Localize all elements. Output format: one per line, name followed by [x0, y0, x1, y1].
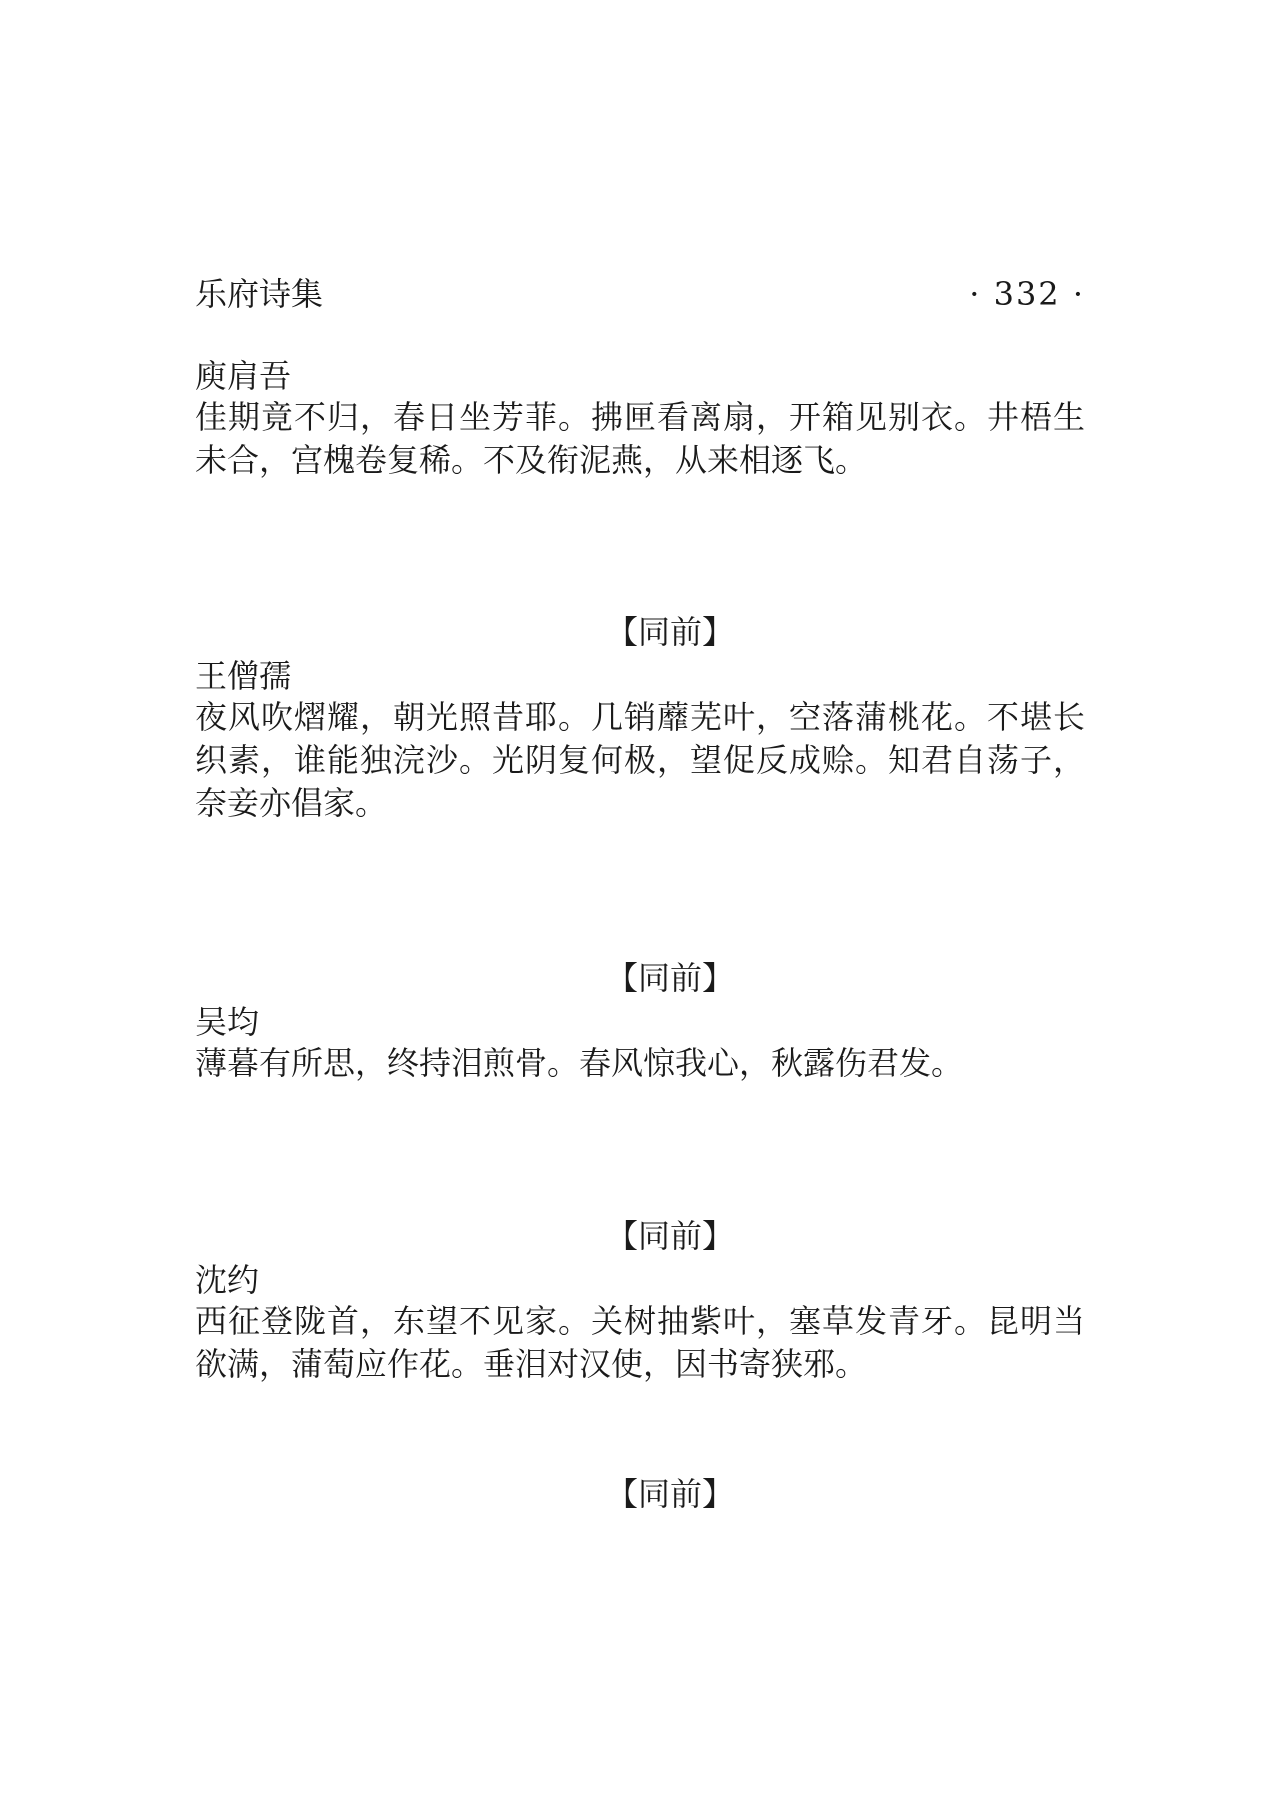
poem-author: 王僧孺 [195, 657, 292, 695]
poem-section [195, 1214, 1085, 1386]
running-header [195, 272, 1085, 316]
poem-section [195, 354, 1085, 482]
poem-text: 夜风吹熠耀，朝光照昔耶。几销蘼芜叶，空落蒲桃花。不堪长织素，谁能独浣沙。光阴复何极，望促反成赊。知君自荡子，奈妾亦倡家。 [195, 698, 1085, 822]
poem-section [195, 956, 1085, 1085]
poem-text: 薄暮有所思，终持泪煎骨。春风惊我心，秋露伤君发。 [195, 1044, 964, 1082]
poem-section [195, 1472, 1085, 1516]
section-heading: 【同前】 [605, 1475, 734, 1513]
poem-author: 沈约 [195, 1261, 260, 1299]
book-title: 乐府诗集 [195, 275, 324, 313]
poem-author: 吴均 [195, 1003, 260, 1041]
section-heading: 【同前】 [605, 959, 734, 997]
poem-author: 庾肩吾 [195, 357, 292, 395]
section-heading: 【同前】 [605, 613, 734, 651]
page-number: · 332 · [969, 275, 1085, 313]
section-heading: 【同前】 [605, 1217, 734, 1255]
poem-text: 西征登陇首，东望不见家。关树抽紫叶，塞草发青牙。昆明当欲满，蒲萄应作花。垂泪对汉使，因书寄狭邪。 [195, 1302, 1085, 1383]
poem-text: 佳期竟不归，春日坐芳菲。拂匣看离扇，开箱见别衣。井梧生未合，宫槐卷复稀。不及衔泥燕，从来相逐飞。 [195, 398, 1085, 479]
poem-section [195, 610, 1085, 825]
